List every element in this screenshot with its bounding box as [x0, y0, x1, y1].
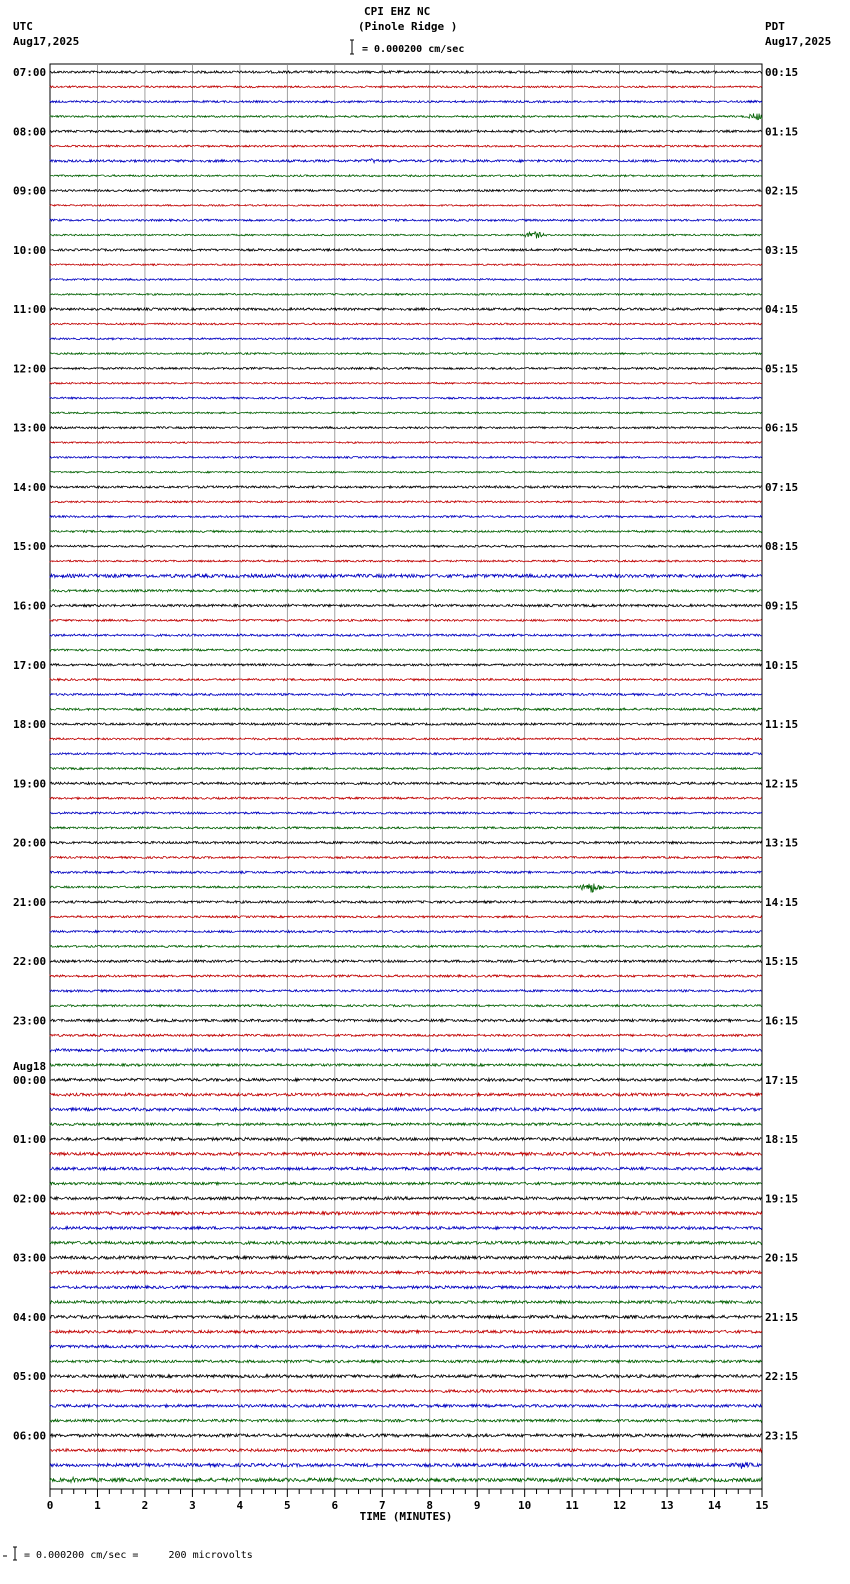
- left-hour-label: 10:00: [13, 243, 47, 257]
- right-hour-label: 15:15: [765, 955, 799, 969]
- x-axis-label: TIME (MINUTES): [359, 1510, 453, 1523]
- trace-line: [50, 738, 762, 740]
- left-hour-label: 00:00: [13, 1073, 47, 1087]
- trace-line: [50, 797, 762, 799]
- trace-line: [50, 486, 762, 488]
- trace-line: [50, 232, 762, 239]
- left-hour-label: 23:00: [13, 1014, 47, 1028]
- x-tick-label: 11: [565, 1499, 579, 1512]
- x-tick-label: 10: [518, 1499, 532, 1512]
- trace-line: [50, 1152, 762, 1155]
- trace-line: [50, 1256, 762, 1259]
- x-tick-label: 13: [660, 1499, 674, 1512]
- trace-line: [50, 1477, 762, 1482]
- left-hour-label: 07:00: [13, 66, 47, 79]
- left-timezone: UTC: [13, 20, 33, 33]
- trace-line: [50, 1167, 762, 1170]
- trace-line: [50, 1123, 762, 1126]
- trace-line: [50, 293, 762, 295]
- right-hour-label: 14:15: [765, 895, 799, 909]
- trace-line: [50, 574, 762, 577]
- right-hour-label: 21:15: [765, 1310, 799, 1324]
- x-tick-label: 9: [473, 1499, 481, 1512]
- right-hour-label: 17:15: [765, 1073, 799, 1087]
- trace-line: [50, 1093, 762, 1096]
- trace-line: [50, 619, 762, 621]
- trace-line: [50, 664, 762, 666]
- trace-line: [50, 916, 762, 918]
- trace-line: [50, 604, 762, 606]
- trace-line: [50, 723, 762, 725]
- left-hour-label: 09:00: [13, 184, 47, 198]
- right-hour-label: 08:15: [765, 540, 799, 554]
- trace-line: [50, 884, 762, 893]
- trace-line: [50, 264, 762, 266]
- footer-scale-note: = 0.000200 cm/sec = 200 microvolts: [24, 1550, 253, 1561]
- left-hour-label: 17:00: [13, 658, 47, 672]
- trace-line: [50, 113, 762, 119]
- trace-line: [50, 812, 762, 814]
- right-hour-label: 11:15: [765, 718, 799, 732]
- right-hour-label: 18:15: [765, 1133, 799, 1147]
- right-date: Aug17,2025: [765, 35, 832, 48]
- x-tick-label: 14: [707, 1499, 722, 1512]
- trace-line: [50, 827, 762, 829]
- trace-line: [50, 382, 762, 384]
- trace-group: [50, 71, 762, 1483]
- trace-line: [50, 456, 762, 458]
- trace-line: [50, 1345, 762, 1348]
- trace-line: [50, 86, 762, 88]
- x-tick-label: 5: [284, 1499, 291, 1512]
- x-tick-label: 4: [236, 1499, 244, 1512]
- trace-line: [50, 945, 762, 947]
- trace-line: [50, 1227, 762, 1230]
- right-hour-label: 01:15: [765, 125, 799, 139]
- trace-line: [50, 427, 762, 429]
- right-hour-label: 22:15: [765, 1370, 799, 1384]
- x-tick-label: 15: [755, 1499, 769, 1512]
- trace-line: [50, 590, 762, 592]
- trace-line: [50, 693, 762, 695]
- left-hour-label: 02:00: [13, 1192, 47, 1206]
- trace-line: [50, 516, 762, 518]
- left-hour-label: 18:00: [13, 718, 47, 732]
- trace-line: [50, 1138, 762, 1141]
- trace-line: [50, 1019, 762, 1022]
- trace-line: [50, 1462, 762, 1469]
- trace-line: [50, 857, 762, 859]
- x-tick-label: 8: [426, 1499, 434, 1512]
- left-hour-label: 01:00: [13, 1133, 47, 1147]
- left-hour-label: 04:00: [13, 1310, 47, 1324]
- trace-line: [50, 219, 762, 221]
- trace-line: [50, 1360, 762, 1363]
- right-hour-label: 02:15: [765, 184, 799, 198]
- left-hour-label: 11:00: [13, 303, 47, 317]
- trace-line: [50, 1049, 762, 1052]
- trace-line: [50, 471, 762, 473]
- left-hour-label: 08:00: [13, 125, 47, 139]
- x-tick-label: 7: [378, 1499, 386, 1512]
- left-hour-label: 12:00: [13, 362, 47, 376]
- location-title: (Pinole Ridge ): [358, 20, 458, 33]
- trace-line: [50, 1197, 762, 1200]
- trace-line: [50, 679, 762, 681]
- trace-line: [50, 397, 762, 399]
- left-hour-label: 22:00: [13, 955, 47, 969]
- trace-line: [50, 634, 762, 636]
- trace-line: [50, 990, 762, 992]
- trace-line: [50, 249, 762, 251]
- trace-line: [50, 159, 762, 163]
- trace-line: [50, 753, 762, 755]
- left-hour-label: 16:00: [13, 599, 47, 613]
- trace-line: [50, 190, 762, 192]
- trace-line: [50, 1315, 762, 1318]
- trace-line: [50, 560, 762, 562]
- left-hour-label: 21:00: [13, 895, 47, 909]
- trace-line: [50, 338, 762, 340]
- trace-line: [50, 708, 762, 710]
- trace-line: [50, 1449, 762, 1452]
- trace-line: [50, 412, 762, 414]
- trace-line: [50, 101, 762, 103]
- trace-line: [50, 649, 762, 651]
- left-date: Aug17,2025: [13, 35, 80, 48]
- left-hour-label: 03:00: [13, 1251, 47, 1265]
- left-hour-label: 05:00: [13, 1370, 47, 1384]
- trace-line: [50, 1271, 762, 1274]
- trace-line: [50, 501, 762, 503]
- right-hour-label: 07:15: [765, 480, 799, 494]
- trace-line: [50, 279, 762, 281]
- right-hour-label: 09:15: [765, 599, 799, 613]
- trace-line: [50, 545, 762, 547]
- x-tick-label: 1: [94, 1499, 101, 1512]
- trace-line: [50, 1182, 762, 1185]
- right-hour-label: 19:15: [765, 1192, 799, 1206]
- trace-line: [50, 530, 762, 532]
- trace-line: [50, 1034, 762, 1036]
- trace-line: [50, 205, 762, 207]
- right-hour-label: 16:15: [765, 1014, 799, 1028]
- x-tick-label: 0: [46, 1499, 54, 1512]
- trace-line: [50, 145, 762, 147]
- right-hour-label: 05:15: [765, 362, 799, 376]
- trace-line: [50, 1241, 762, 1244]
- trace-line: [50, 1404, 762, 1407]
- left-hour-label: 13:00: [13, 421, 47, 435]
- scale-bar-icon: [350, 40, 354, 54]
- trace-line: [50, 71, 762, 73]
- right-hour-label: 23:15: [765, 1429, 799, 1443]
- trace-line: [50, 323, 762, 325]
- trace-line: [50, 1390, 762, 1393]
- trace-line: [50, 1419, 762, 1422]
- trace-line: [50, 442, 762, 444]
- left-hour-label: 15:00: [13, 540, 47, 554]
- left-hour-label: 06:00: [13, 1429, 47, 1443]
- left-hour-label: 14:00: [13, 480, 47, 494]
- trace-line: [50, 353, 762, 355]
- trace-line: [50, 768, 762, 770]
- trace-line: [50, 1078, 762, 1081]
- trace-line: [50, 841, 762, 843]
- left-hour-label: 19:00: [13, 777, 47, 791]
- x-axis: [47, 1489, 769, 1523]
- trace-line: [50, 175, 762, 177]
- trace-line: [50, 1434, 762, 1437]
- trace-line: [50, 1212, 762, 1215]
- plot-frame: [50, 64, 762, 1489]
- trace-line: [50, 1301, 762, 1304]
- trace-line: [50, 782, 762, 784]
- right-hour-label: 00:15: [765, 66, 799, 79]
- trace-line: [50, 871, 762, 873]
- footer-scale-bar-icon: [3, 1547, 17, 1560]
- trace-line: [50, 901, 762, 903]
- scale-label: = 0.000200 cm/sec: [362, 44, 465, 55]
- trace-line: [50, 367, 762, 369]
- x-tick-label: 6: [331, 1499, 339, 1512]
- trace-line: [50, 1375, 762, 1378]
- right-hour-label: 03:15: [765, 243, 799, 257]
- trace-line: [50, 960, 762, 962]
- date-change-label: Aug18: [13, 1059, 47, 1073]
- right-timezone: PDT: [765, 20, 785, 33]
- trace-line: [50, 975, 762, 977]
- x-tick-label: 3: [189, 1499, 196, 1512]
- trace-line: [50, 931, 762, 933]
- right-hour-label: 06:15: [765, 421, 799, 435]
- right-hour-label: 04:15: [765, 303, 799, 317]
- trace-line: [50, 1108, 762, 1111]
- right-hour-label: 13:15: [765, 836, 799, 850]
- x-tick-label: 12: [612, 1499, 627, 1512]
- trace-line: [50, 1330, 762, 1333]
- trace-line: [50, 130, 762, 132]
- trace-line: [50, 1286, 762, 1289]
- trace-line: [50, 1005, 762, 1007]
- left-hour-label: 20:00: [13, 836, 47, 850]
- trace-line: [50, 308, 762, 310]
- right-hour-label: 20:15: [765, 1251, 799, 1265]
- right-hour-label: 10:15: [765, 658, 799, 672]
- trace-line: [50, 1064, 762, 1066]
- x-tick-label: 2: [141, 1499, 149, 1512]
- station-title: CPI EHZ NC: [364, 5, 431, 18]
- plot-grid: [50, 64, 762, 1489]
- right-hour-label: 12:15: [765, 777, 799, 791]
